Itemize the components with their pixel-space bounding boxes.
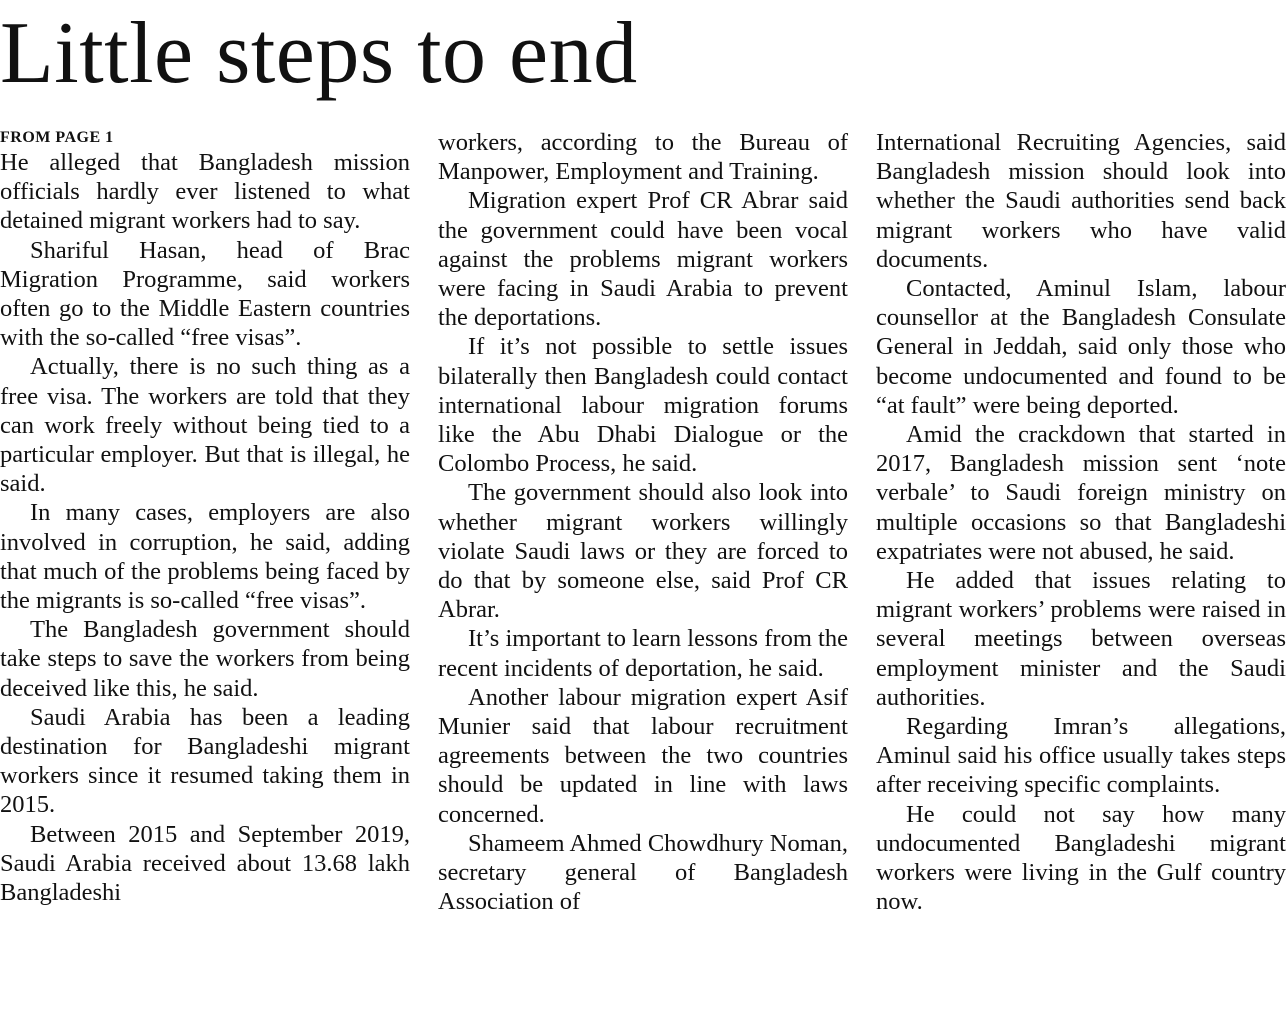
- paragraph: The government should also look into whether migrant workers willingly violate Saudi laws or they are forced to do that by someone else, said Prof CR Abrar.: [438, 479, 848, 624]
- paragraph: Shameem Ahmed Chowdhury Noman, secretary general of Bangladesh Association of: [438, 829, 848, 916]
- headline: Little steps to end: [0, 5, 638, 102]
- paragraph: The Bangladesh government should take steps to save the workers from being deceived like this, he said.: [0, 616, 410, 702]
- paragraph: Shariful Hasan, head of Brac Migration Programme, said workers often go to the Middle Eastern countries with the so-called “free visas”.: [0, 236, 410, 352]
- paragraph: Contacted, Aminul Islam, labour counsellor at the Bangladesh Consulate General in Jeddah, said only those who become undocumented and found to be “at fault” were being deported.: [876, 275, 1286, 419]
- article-column-3: [876, 128, 1286, 916]
- paragraph: Amid the crackdown that started in 2017, Bangladesh mission sent ‘note verbale’ to Saudi foreign ministry on multiple occasions so that Bangladeshi expatriates were not abused, he said.: [876, 421, 1286, 565]
- paragraph: Regarding Imran’s allegations, Aminul said his office usually takes steps after receiving specific complaints.: [876, 713, 1286, 799]
- article-column-1: [0, 128, 410, 907]
- continuation-kicker: FROM PAGE 1: [0, 129, 114, 146]
- article-column-2: [438, 128, 848, 916]
- paragraph: He alleged that Bangladesh mission officials hardly ever listened to what detained migrant workers had to say.: [0, 149, 410, 235]
- paragraph: Migration expert Prof CR Abrar said the government could have been vocal against the problems migrant workers were facing in Saudi Arabia to prevent the deportations.: [438, 187, 848, 332]
- paragraph: He added that issues relating to migrant workers’ problems were raised in several meetings between overseas employment minister and the Saudi authorities.: [876, 567, 1286, 711]
- paragraph: International Recruiting Agencies, said Bangladesh mission should look into whether the Saudi authorities send back migrant workers who have valid documents.: [876, 129, 1286, 273]
- paragraph: In many cases, employers are also involved in corruption, he said, adding that much of the problems being faced by the migrants is so-called “free visas”.: [0, 499, 410, 615]
- paragraph: He could not say how many undocumented Bangladeshi migrant workers were living in the Gulf country now.: [876, 800, 1286, 916]
- paragraph: Another labour migration expert Asif Munier said that labour recruitment agreements between the two countries should be updated in line with laws concerned.: [438, 683, 848, 828]
- paragraph: It’s important to learn lessons from the recent incidents of deportation, he said.: [438, 625, 848, 682]
- paragraph: If it’s not possible to settle issues bilaterally then Bangladesh could contact international labour migration forums like the Abu Dhabi Dialogue or the Colombo Process, he said.: [438, 333, 848, 478]
- paragraph: workers, according to the Bureau of Manpower, Employment and Training.: [438, 129, 848, 186]
- paragraph: Actually, there is no such thing as a free visa. The workers are told that they can work freely without being tied to a particular employer. But that is illegal, he said.: [0, 353, 410, 498]
- paragraph: Between 2015 and September 2019, Saudi Arabia received about 13.68 lakh Bangladeshi: [0, 820, 410, 907]
- paragraph: Saudi Arabia has been a leading destination for Bangladeshi migrant workers since it resumed taking them in 2015.: [0, 703, 410, 819]
